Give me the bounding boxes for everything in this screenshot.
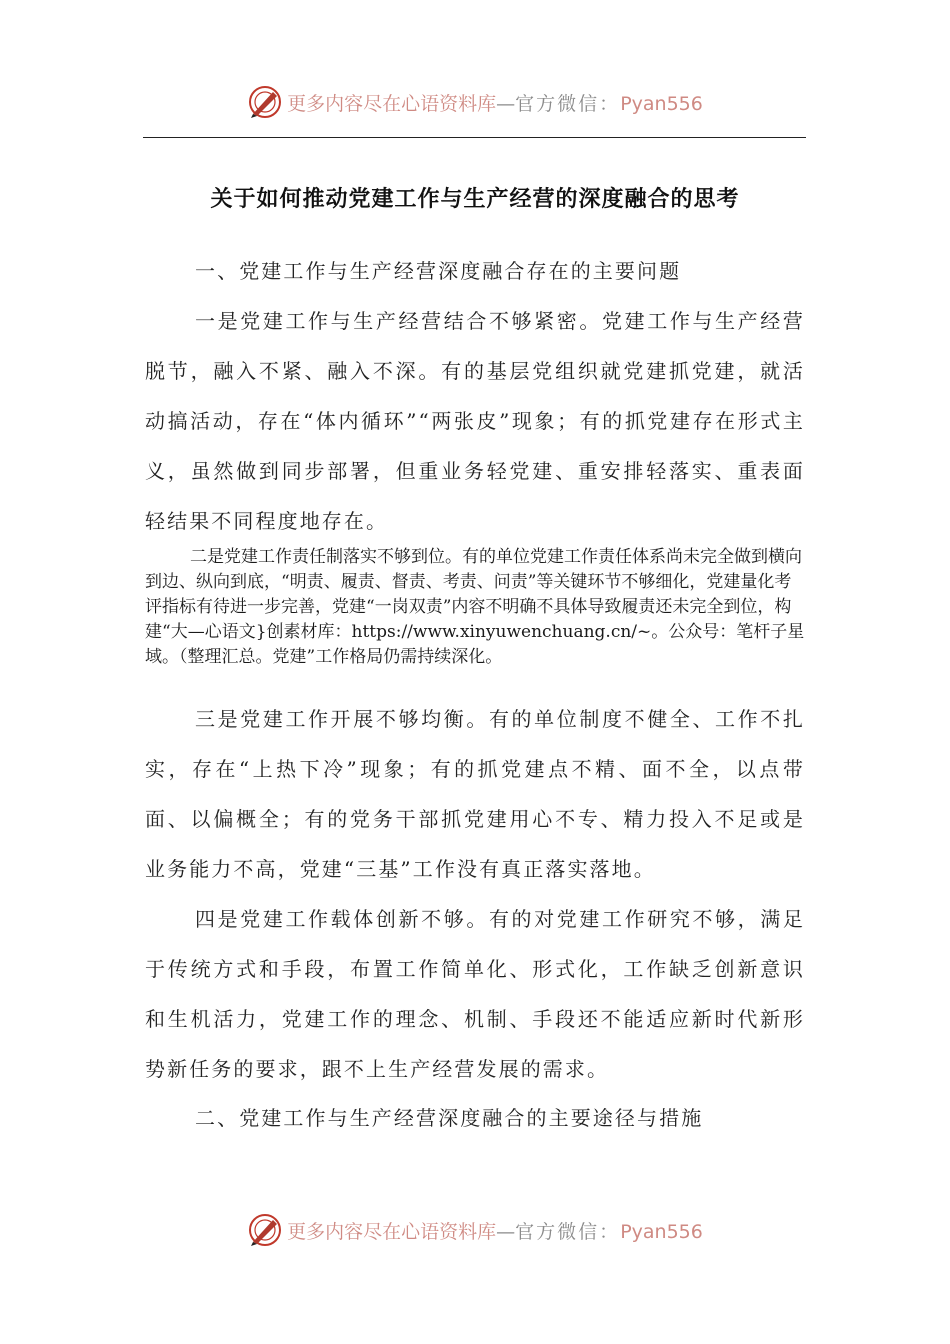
watermark-text: [287, 89, 703, 116]
watermark-text: [287, 1217, 703, 1244]
section-heading-1: 一、党建工作与生产经营深度融合存在的主要问题: [195, 259, 682, 283]
pen-logo-icon: [247, 1212, 283, 1248]
watermark-dash: —: [496, 1220, 516, 1243]
paragraph-1: 一是党建工作与生产经营结合不够紧密。党建工作与生产经营脱节，融入不紧、融入不深。有的基层党组织就党建抓党建，就活动搞活动，存在“体内循环”“两张皮”现象；有的抓党建存在形式主义，虽然做到同步部署，但重业务轻党建、重安排轻落实、重表面轻结果不同程度地存在。: [145, 309, 805, 533]
watermark-wechat-label: 官方微信：: [515, 92, 621, 115]
section-heading-2: 二、党建工作与生产经营深度融合的主要途径与措施: [195, 1106, 704, 1130]
watermark-site: 更多内容尽在心语资料库: [287, 92, 497, 115]
watermark-wechat-id: Pyan556: [620, 92, 703, 115]
paragraph-2: 二是党建工作责任制落实不够到位。有的单位党建工作责任体系尚未完全做到横向到边、纵向到底，“明责、履责、督责、考责、问责”等关键环节不够细化，党建量化考评指标有待进一步完善，党建“一岗双责”内容不明确不具体导致履责还未完全到位，构建“大—心语文}创素材库：https://www.xinyuwenchuang.cn/~。公众号：笔杆子星域。（整理汇总。党建”工作格局仍需持续深化。: [145, 547, 805, 667]
watermark-wechat-id: Pyan556: [620, 1220, 703, 1243]
document-title: 关于如何推动党建工作与生产经营的深度融合的思考: [210, 186, 740, 212]
paragraph-3: 三是党建工作开展不够均衡。有的单位制度不健全、工作不扎实，存在“上热下冷”现象；有的抓党建点不精、面不全，以点带面、以偏概全；有的党务干部抓党建用心不专、精力投入不足或是业务能力不高，党建“三基”工作没有真正落实落地。: [145, 707, 805, 881]
header-divider: [143, 137, 806, 138]
watermark-dash: —: [496, 92, 516, 115]
watermark-banner-bottom: [0, 1208, 950, 1252]
watermark-banner-top: [0, 80, 950, 124]
watermark-wechat-label: 官方微信：: [515, 1220, 621, 1243]
pen-logo-icon: [247, 84, 283, 120]
paragraph-4: 四是党建工作载体创新不够。有的对党建工作研究不够，满足于传统方式和手段，布置工作简单化、形式化，工作缺乏创新意识和生机活力，党建工作的理念、机制、手段还不能适应新时代新形势新任务的要求，跟不上生产经营发展的需求。: [145, 907, 805, 1081]
watermark-site: 更多内容尽在心语资料库: [287, 1220, 497, 1243]
